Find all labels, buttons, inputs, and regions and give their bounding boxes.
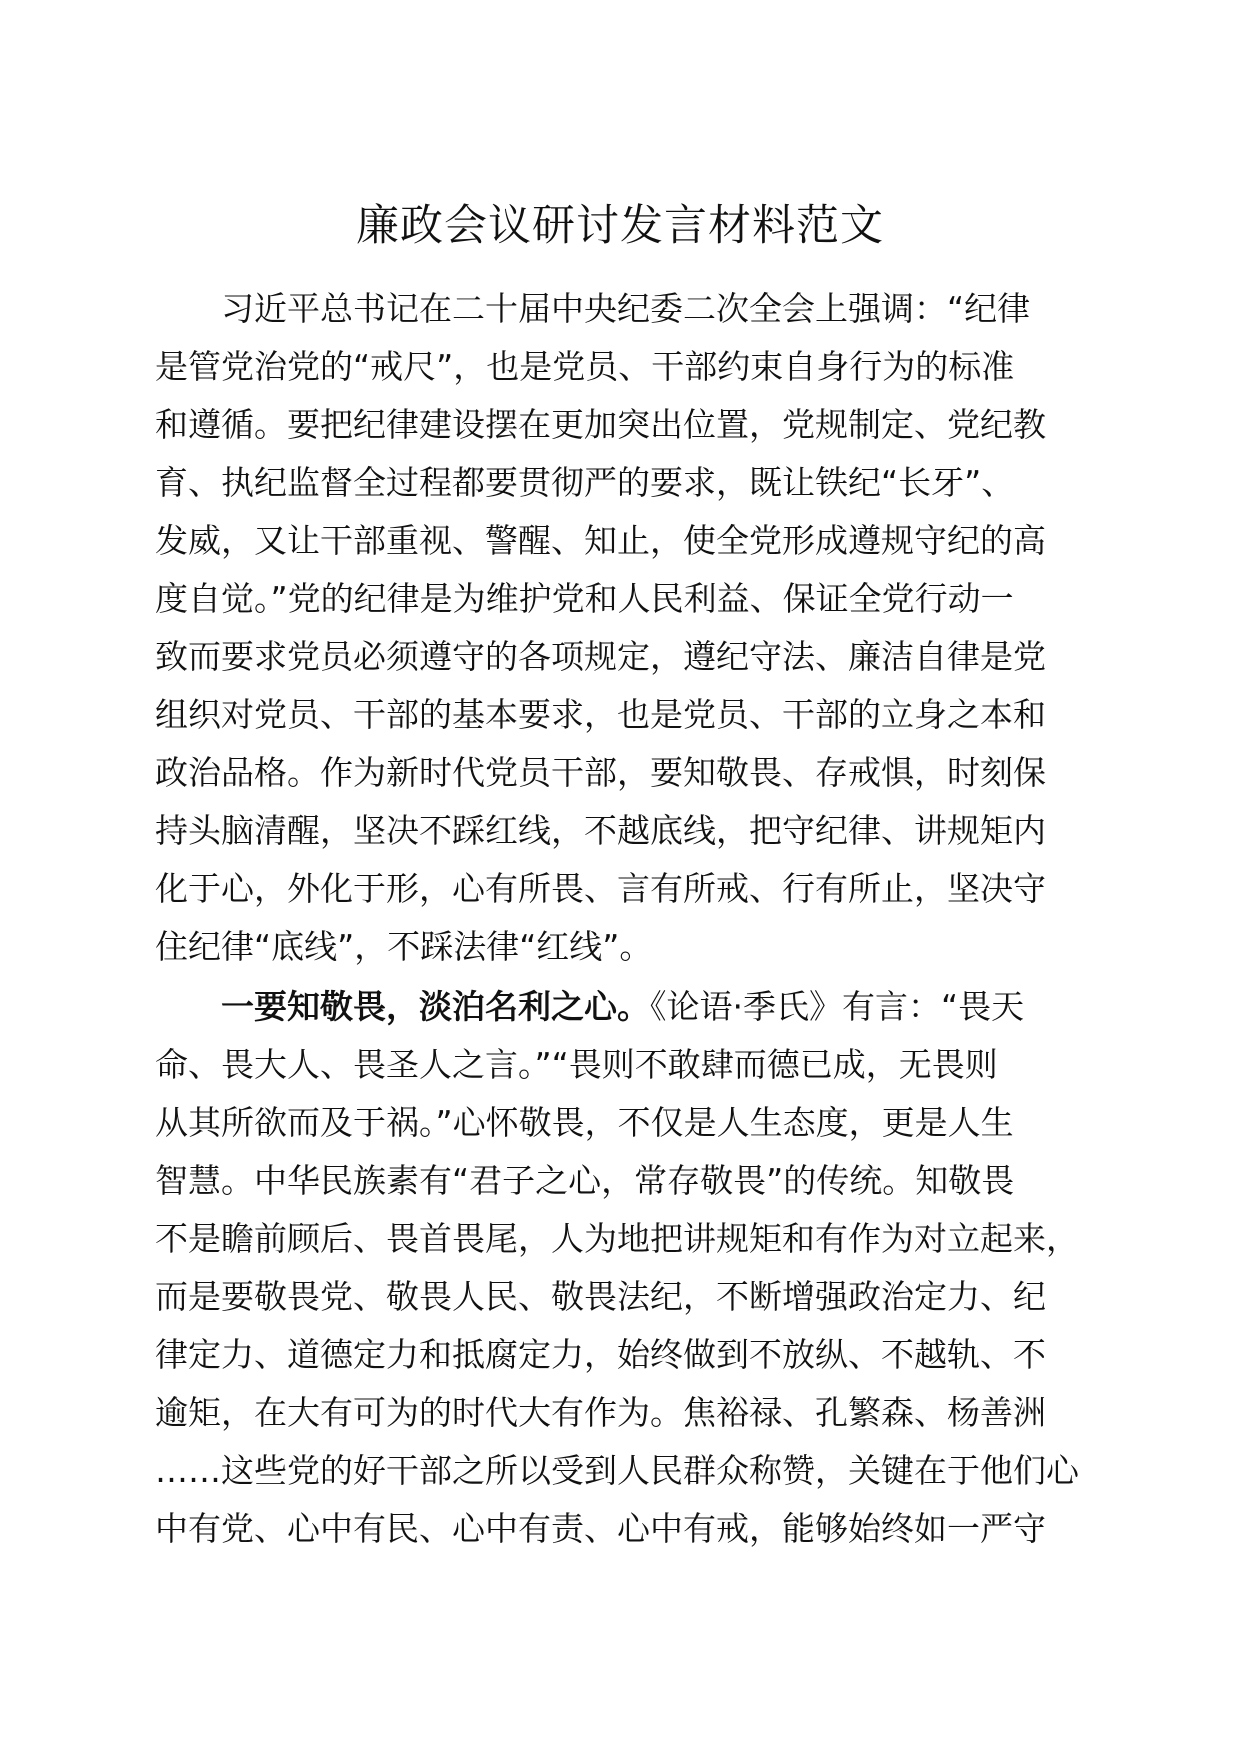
text-line (155, 978, 1075, 1036)
text-line: 习近平总书记在二十届中央纪委二次全会上强调：“纪律 (221, 289, 1031, 328)
text-line: 而是要敬畏党、敬畏人民、敬畏法纪，不断增强政治定力、纪 (155, 1277, 1046, 1316)
text-line: 命、畏大人、畏圣人之言。”“畏则不敢肆而德已成，无畏则 (155, 1045, 998, 1084)
document-title: 廉政会议研讨发言材料范文 (356, 201, 884, 251)
text-line: 是管党治党的“戒尺”，也是党员、干部约束自身行为的标准 (155, 347, 1015, 386)
text-line: 化于心，外化于形，心有所畏、言有所戒、行有所止，坚决守 (155, 869, 1046, 908)
document-body (155, 280, 1079, 1558)
text-line: 政治品格。作为新时代党员干部，要知敬畏、存戒惧，时刻保 (155, 753, 1046, 792)
text-line: 中有党、心中有民、心中有责、心中有戒，能够始终如一严守 (155, 1509, 1046, 1548)
text-line: 组织对党员、干部的基本要求，也是党员、干部的立身之本和 (155, 695, 1046, 734)
text-line: 不是瞻前顾后、畏首畏尾，人为地把讲规矩和有作为对立起来， (155, 1219, 1079, 1258)
text-line: 逾矩，在大有可为的时代大有作为。焦裕禄、孔繁森、杨善洲 (155, 1393, 1046, 1432)
text-line: 从其所欲而及于祸。”心怀敬畏，不仅是人生态度，更是人生 (155, 1103, 1014, 1142)
text-line: 育、执纪监督全过程都要贯彻严的要求，既让铁纪“长牙”、 (155, 463, 1015, 502)
text-line: 智慧。中华民族素有“君子之心，常存敬畏”的传统。知敬畏 (155, 1161, 1015, 1200)
paragraph-1 (155, 280, 1075, 976)
text-line: 律定力、道德定力和抵腐定力，始终做到不放纵、不越轨、不 (155, 1335, 1046, 1374)
text-line: 发威，又让干部重视、警醒、知止，使全党形成遵规守纪的高 (155, 521, 1046, 560)
section-heading: 一要知敬畏，淡泊名利之心。 (221, 987, 650, 1026)
text-line: 和遵循。要把纪律建设摆在更加突出位置，党规制定、党纪教 (155, 405, 1046, 444)
paragraph-2 (155, 978, 1079, 1558)
text-line: 持头脑清醒，坚决不踩红线，不越底线，把守纪律、讲规矩内 (155, 811, 1046, 850)
heading-line-rest: 《论语·季氏》有言：“畏天 (650, 987, 1025, 1026)
text-line: 住纪律“底线”，不踩法律“红线”。 (155, 927, 653, 966)
text-line: 致而要求党员必须遵守的各项规定，遵纪守法、廉洁自律是党 (155, 637, 1046, 676)
text-line: 度自觉。”党的纪律是为维护党和人民利益、保证全党行动一 (155, 579, 1014, 618)
text-line: ……这些党的好干部之所以受到人民群众称赞，关键在于他们心 (155, 1451, 1079, 1490)
